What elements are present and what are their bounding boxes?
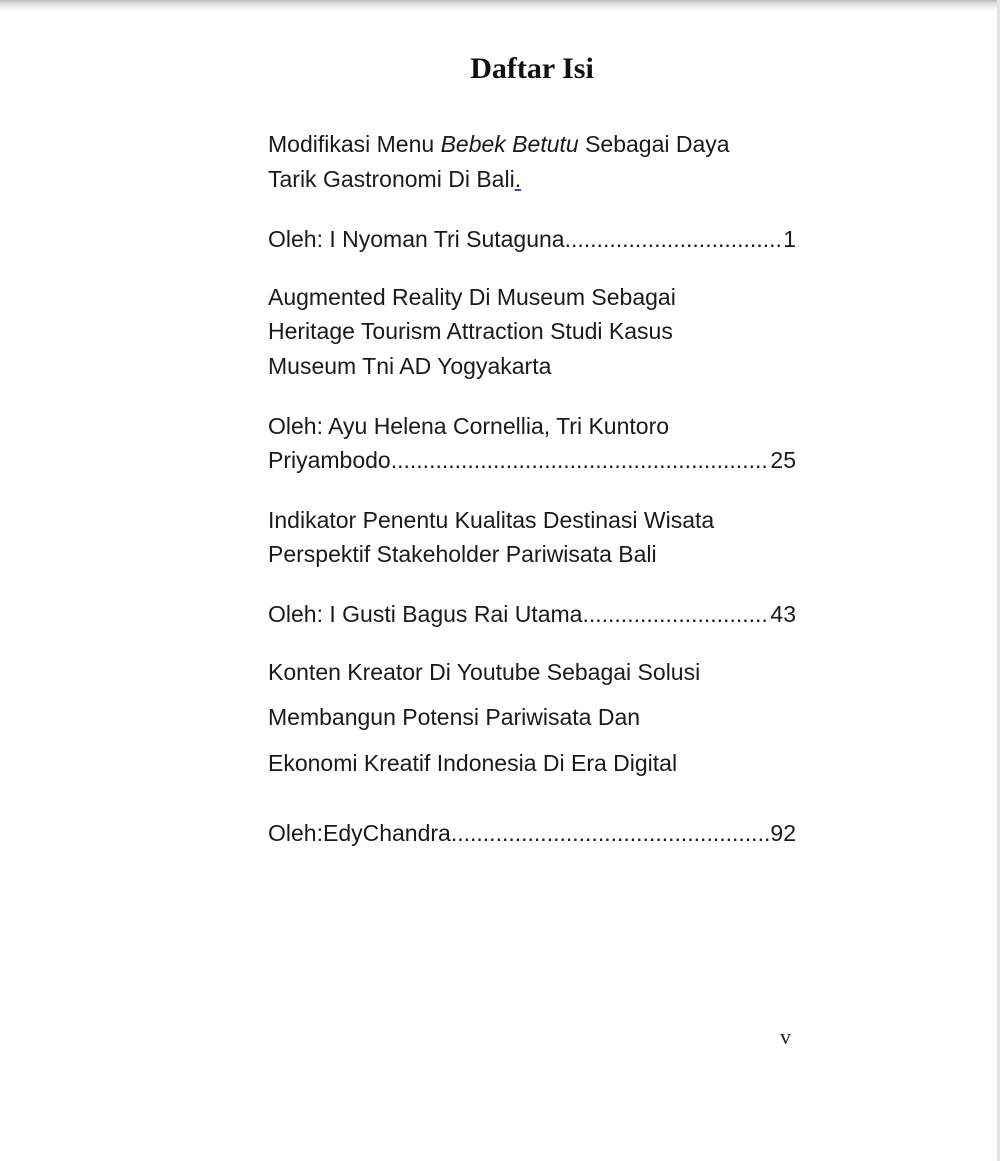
toc-entry-1-title-text-end: Sebagai Daya bbox=[578, 131, 730, 157]
page-title: Daftar Isi bbox=[470, 52, 594, 85]
toc-entry-2-page: 25 bbox=[770, 447, 796, 473]
toc-entry-2-title-line-1: Augmented Reality Di Museum Sebagai bbox=[268, 284, 676, 310]
dot-leader bbox=[582, 597, 770, 631]
toc-entry-4-title-line-1: Konten Kreator Di Youtube Sebagai Solusi bbox=[268, 659, 701, 685]
toc-entry-3-author-line[interactable] bbox=[268, 597, 796, 631]
dot-leader bbox=[451, 816, 771, 850]
toc-entry-1-title-text: Modifikasi Menu bbox=[268, 131, 441, 157]
toc-entry-1-page: 1 bbox=[783, 226, 796, 252]
page-top-shadow bbox=[0, 0, 1000, 12]
toc-entry-2-title-line-2: Heritage Tourism Attraction Studi Kasus bbox=[268, 318, 673, 344]
toc-entry-1-link-mark[interactable]: . bbox=[514, 166, 522, 192]
dot-leader bbox=[391, 443, 771, 477]
toc-entry-4-author-line[interactable] bbox=[268, 816, 796, 850]
toc-entry-1-author-line[interactable] bbox=[268, 222, 796, 256]
toc-entry-2-author-line-2[interactable] bbox=[268, 443, 796, 477]
toc-entry-3-title-line-2: Perspektif Stakeholder Pariwisata Bali bbox=[268, 541, 657, 567]
page-number: v bbox=[780, 1024, 791, 1049]
toc-entry-2-author: Priyambodo bbox=[268, 447, 391, 473]
toc-entry-1-title-line-1 bbox=[268, 127, 796, 161]
toc-entry-4-title-line-2: Membangun Potensi Pariwisata Dan bbox=[268, 704, 641, 730]
toc-entry-4-page: 92 bbox=[770, 820, 796, 846]
toc-entry-3-title-line-1: Indikator Penentu Kualitas Destinasi Wisata bbox=[268, 507, 715, 533]
toc-entry-1-title-line-2 bbox=[268, 162, 796, 196]
dot-leader bbox=[565, 222, 784, 256]
toc-entry-4-title-line-3: Ekonomi Kreatif Indonesia Di Era Digital bbox=[268, 750, 678, 776]
toc-entry-3-author: Oleh: I Gusti Bagus Rai Utama bbox=[268, 601, 583, 627]
toc-entry-3-page: 43 bbox=[770, 601, 796, 627]
toc-entry-1-title-italic: Bebek Betutu bbox=[440, 131, 579, 157]
toc-entry-2-author-line-1: Oleh: Ayu Helena Cornellia, Tri Kuntoro bbox=[268, 413, 670, 439]
toc-entry-1-title-line-2-text: Tarik Gastronomi Di Bali bbox=[268, 166, 515, 192]
toc-entry-1-author: Oleh: I Nyoman Tri Sutaguna bbox=[268, 226, 565, 252]
toc-entry-4-author: Oleh:EdyChandra bbox=[268, 820, 451, 846]
toc-entry-2-title-line-3: Museum Tni AD Yogyakarta bbox=[268, 353, 552, 379]
